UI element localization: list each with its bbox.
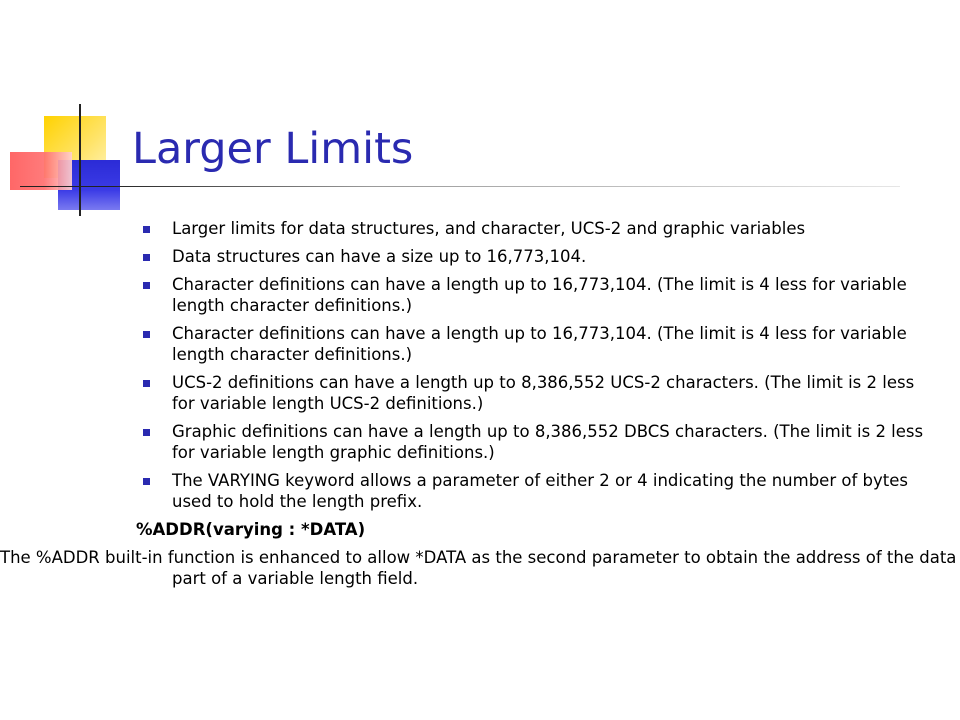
bullet-square-icon (143, 226, 150, 233)
bullet-item (132, 218, 932, 239)
bullet-text: UCS-2 definitions can have a length up to 8,386,552 UCS-2 characters. (The limit is 2 less for variable length UCS-2 definitions.) (172, 373, 915, 413)
bullet-text: Data structures can have a size up to 16,773,104. (172, 247, 587, 266)
bullet-item (132, 421, 932, 463)
bullet-square-icon (143, 380, 150, 387)
bullet-item (132, 274, 932, 316)
decor-red-square (10, 152, 72, 190)
bullet-item (132, 246, 932, 267)
bullet-list (132, 218, 932, 512)
bullet-square-icon (143, 429, 150, 436)
bullet-text: Larger limits for data structures, and character, UCS-2 and graphic variables (172, 219, 806, 238)
bullet-square-icon (143, 478, 150, 485)
bullet-text: The VARYING keyword allows a parameter of either 2 or 4 indicating the number of bytes used to hold the length prefix. (172, 471, 908, 511)
slide-title: Larger Limits (132, 124, 414, 174)
bullet-square-icon (143, 254, 150, 261)
decor-vertical-line (79, 104, 81, 216)
bullet-item (132, 372, 932, 414)
bullet-item (132, 323, 932, 365)
bullet-text: Character definitions can have a length up to 16,773,104. (The limit is 4 less for variable length character definitions.) (172, 324, 907, 364)
title-underline (20, 186, 900, 187)
bullet-text: Graphic definitions can have a length up to 8,386,552 DBCS characters. (The limit is 2 less for variable length graphic definitions.) (172, 422, 924, 462)
subheading: %ADDR(varying : *DATA) (136, 520, 366, 539)
bullet-square-icon (143, 331, 150, 338)
bullet-text: Character definitions can have a length up to 16,773,104. (The limit is 4 less for variable length character definitions.) (172, 275, 907, 315)
bullet-item (132, 470, 932, 512)
bullet-square-icon (143, 282, 150, 289)
slide-body (0, 218, 957, 596)
body-paragraph: The %ADDR built-in function is enhanced to allow *DATA as the second parameter to obtain the address of the data part of a variable length field. (0, 548, 957, 588)
